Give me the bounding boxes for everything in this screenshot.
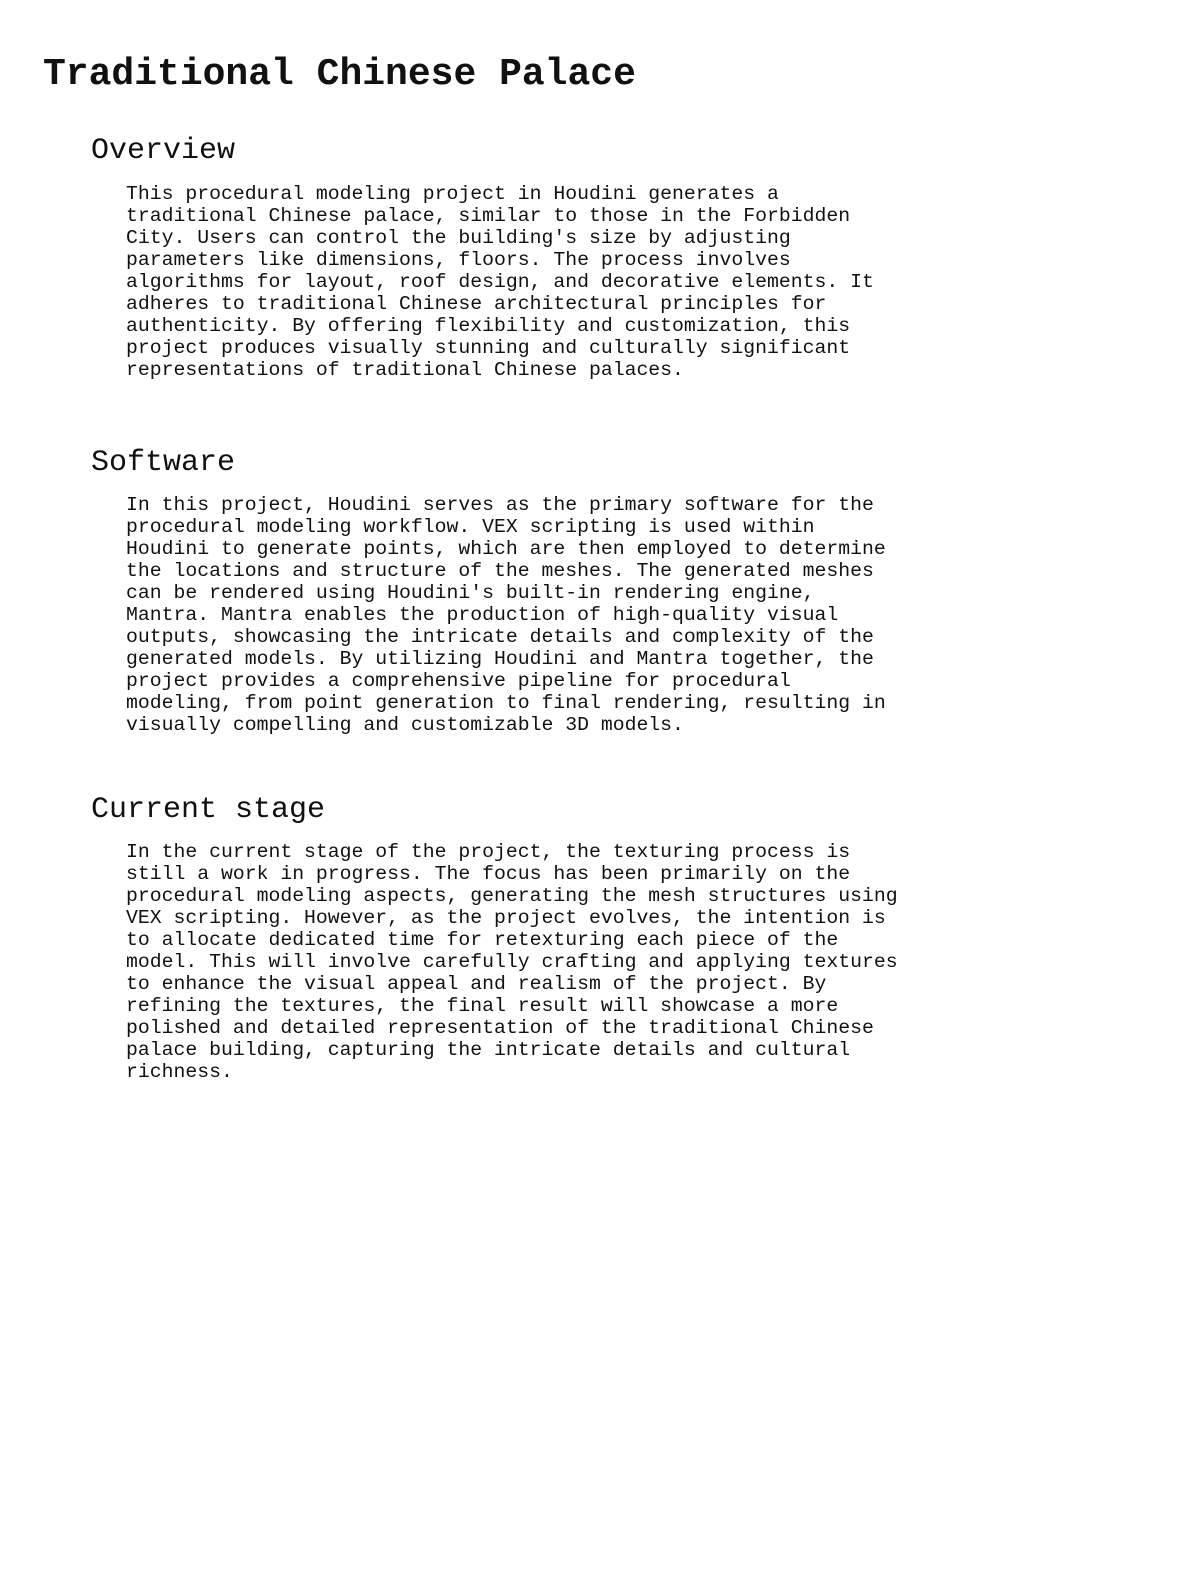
section-heading-software: Software <box>91 446 236 480</box>
section-heading-current-stage: Current stage <box>91 793 326 827</box>
section-body-software: In this project, Houdini serves as the primary software for the procedural modeling workflow. VEX scripting is used within Houdini to generate points, which are then employed to determine the locations and structure of the meshes. The generated meshes can be rendered using Houdini's built-in rendering engine, Mantra. Mantra enables the production of high-quality visual outputs, showcasing the intricate details and complexity of the generated models. By utilizing Houdini and Mantra together, the project provides a comprehensive pipeline for procedural modeling, from point generation to final rendering, resulting in visually compelling and customizable 3D models. <box>126 494 886 736</box>
section-heading-overview: Overview <box>91 134 236 168</box>
section-body-overview: This procedural modeling project in Houdini generates a traditional Chinese palace, similar to those in the Forbidden City. Users can control the building's size by adjusting parameters like dimensions, floors. The process involves algorithms for layout, roof design, and decorative elements. It adheres to traditional Chinese architectural principles for authenticity. By offering flexibility and customization, this project produces visually stunning and culturally significant representations of traditional Chinese palaces. <box>126 183 874 381</box>
page-title: Traditional Chinese Palace <box>43 53 636 96</box>
section-body-current-stage: In the current stage of the project, the texturing process is still a work in progress. The focus has been primarily on the procedural modeling aspects, generating the mesh structures using VEX scripting. However, as the project evolves, the intention is to allocate dedicated time for retexturing each piece of the model. This will involve carefully crafting and applying textures to enhance the visual appeal and realism of the project. By refining the textures, the final result will showcase a more polished and detailed representation of the traditional Chinese palace building, capturing the intricate details and cultural richness. <box>126 841 898 1083</box>
